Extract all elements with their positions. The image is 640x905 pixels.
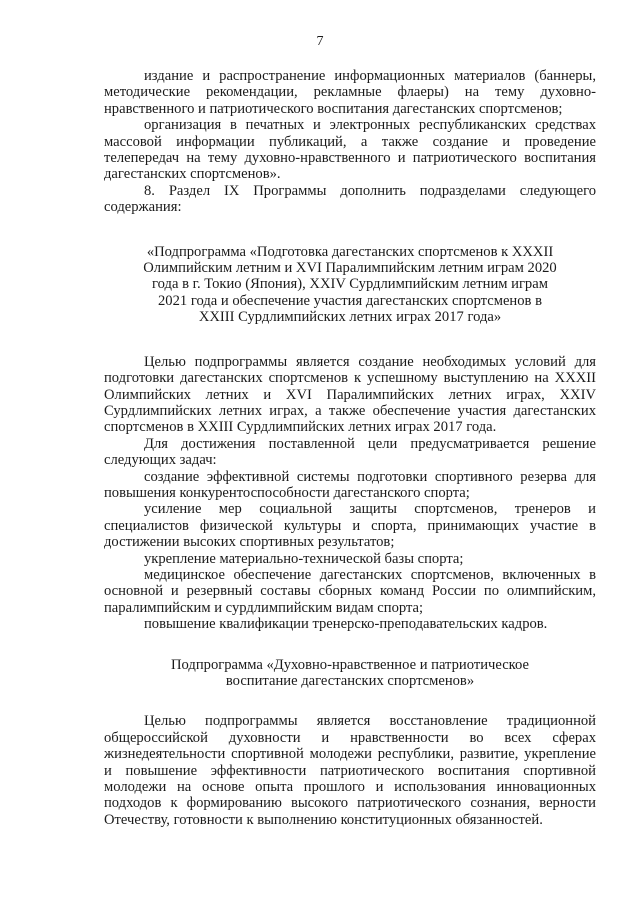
section-heading-patriotic: Подпрограмма «Духовно-нравственное и патриотическое воспитание дагестанских спортсменов» — [171, 656, 529, 689]
paragraph-intro-2: организация в печатных и электронных республиканских средствах массовой информации публикаций, а также создание и проведение телепередач на тему духовно-нравственного и патриотического воспитания дагестанских спортсменов». — [104, 117, 596, 183]
spacer — [104, 326, 596, 354]
page-number: 7 — [316, 34, 324, 49]
spacer — [104, 633, 596, 657]
paragraph-goal-olympic: Целью подпрограммы является создание необходимых условий для подготовки дагестанских спортсменов к успешному выступлению на XXXII Олимпийских летних и XVI Паралимпийских летних играх, XXIV Сурдлимпийских летних играх, а также обеспечение участия дагестанских спортсменов в XXIII Сурдлимпийских летних играх 2017 года. — [104, 353, 596, 436]
paragraph-intro-3: 8. Раздел IX Программы дополнить подразделами следующего содержания: — [104, 182, 596, 216]
task-item-5: повышение квалификации тренерско-преподавательских кадров. — [144, 616, 548, 633]
task-item-2: усиление мер социальной защиты спортсменов, тренеров и специалистов физической культуры и спорта, принимающих участие в достижении высоких спортивных результатов; — [104, 501, 596, 551]
paragraph-tasks-intro: Для достижения поставленной цели предусматривается решение следующих задач: — [104, 435, 596, 469]
section-heading-olympic: «Подпрограмма «Подготовка дагестанских спортсменов к XXXII Олимпийским летним и XVI Паралимпийским летним играм 2020 года в г. Токио (Япония), XXIV Сурдлимпийским летним играм 2021 года и обеспечение участия дагестанских спортсменов в XXIII Сурдлимпийских летних играх 2017 года» — [143, 243, 557, 326]
paragraph-intro-1: издание и распространение информационных материалов (баннеры, методические рекомендации, рекламные флаеры) на тему духовно-нравственного и патриотического воспитания дагестанских спортсменов; — [104, 68, 596, 117]
spacer — [104, 689, 596, 713]
task-item-3: укрепление материально-технической базы спорта; — [144, 550, 464, 567]
task-item-1: создание эффективной системы подготовки спортивного резерва для повышения конкурентоспособности дагестанского спорта; — [104, 468, 596, 501]
task-item-4: медицинское обеспечение дагестанских спортсменов, включенных в основной и резервный составы сборных команд России по олимпийским, паралимпийским и сурдлимпийским видам спорта; — [104, 566, 596, 616]
paragraph-goal-patriotic: Целью подпрограммы является восстановление традиционной общероссийской духовности и нравственности во всех сферах жизнедеятельности спортивной молодежи республики, развитие, укрепление и повышение эффективности патриотического воспитания спортивной молодежи на основе опыта прошлого и использования инновационных подходов к формированию высокого патриотического сознания, верности Отечеству, готовности к выполнению конституционных обязанностей. — [104, 713, 596, 828]
document-body — [104, 68, 596, 828]
spacer — [104, 216, 596, 244]
